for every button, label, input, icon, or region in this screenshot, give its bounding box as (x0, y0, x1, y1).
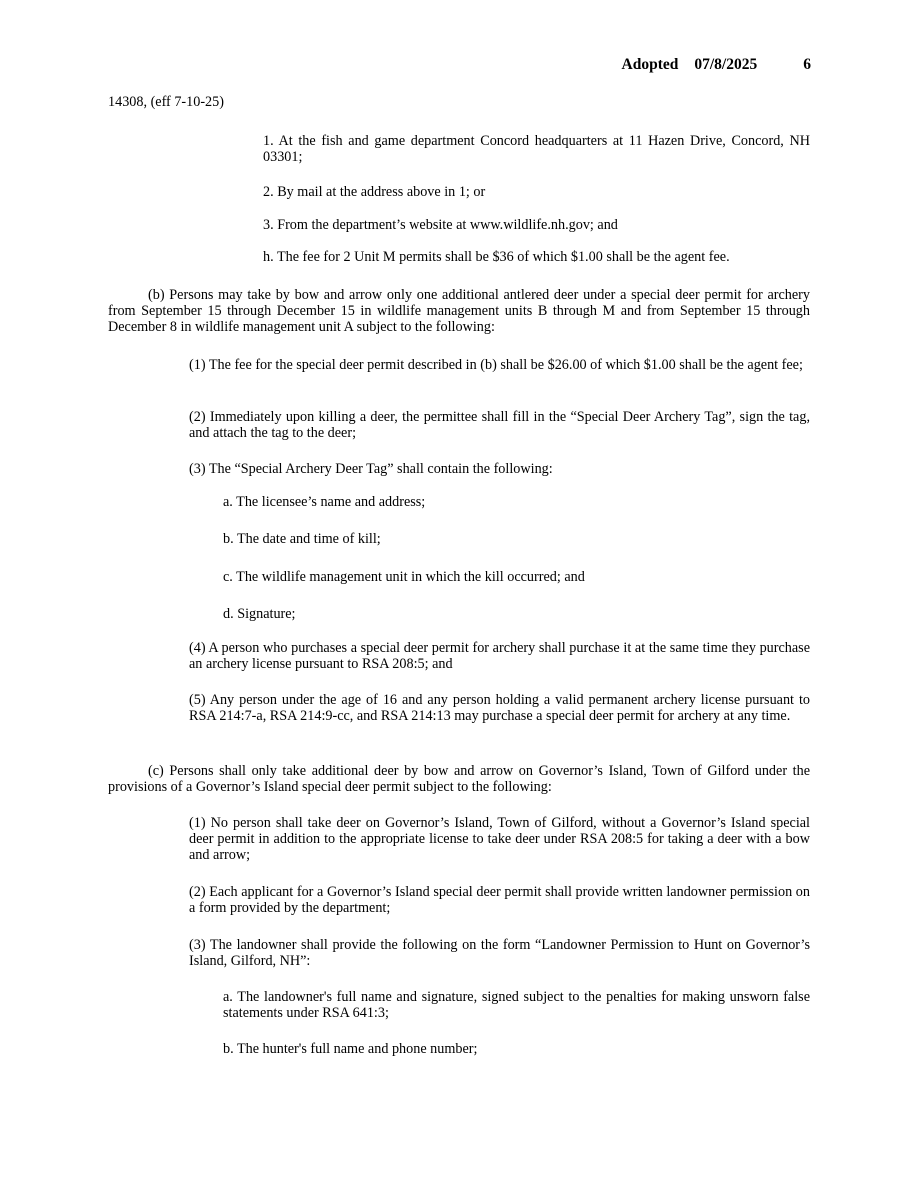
list-item: a. The landowner's full name and signature, signed subject to the penalties for making unsworn false statements under RSA 641:3; (223, 989, 810, 1021)
list-item: h. The fee for 2 Unit M permits shall be $36 of which $1.00 shall be the agent fee. (263, 249, 730, 265)
list-item: (2) Each applicant for a Governor’s Island special deer permit shall provide written landowner permission on a form provided by the department; (189, 884, 810, 916)
list-item: (5) Any person under the age of 16 and any person holding a valid permanent archery license pursuant to RSA 214:7-a, RSA 214:9-cc, and RSA 214:13 may purchase a special deer permit for archery at any time. (189, 692, 810, 724)
paragraph-b: (b) Persons may take by bow and arrow only one additional antlered deer under a special deer permit for archery from September 15 through December 15 in wildlife management units B through M and from September 15 through December 8 in wildlife management unit A subject to the following: (108, 287, 810, 335)
list-item: (3) The landowner shall provide the following on the form “Landowner Permission to Hunt on Governor’s Island, Gilford, NH”: (189, 937, 811, 969)
list-item: (3) The “Special Archery Deer Tag” shall contain the following: (189, 461, 553, 477)
list-item: c. The wildlife management unit in which the kill occurred; and (223, 569, 585, 585)
list-item: d. Signature; (223, 606, 296, 622)
adopted-label: Adopted (621, 56, 679, 73)
list-item: (1) No person shall take deer on Governor’s Island, Town of Gilford, without a Governor’s Island special deer permit in addition to the appropriate license to take deer under RSA 208:5 for taking a deer with a bow and arrow; (189, 815, 810, 863)
list-item: b. The hunter's full name and phone number; (223, 1041, 478, 1057)
list-item: (1) The fee for the special deer permit described in (b) shall be $26.00 of which $1.00 shall be the agent fee; (189, 357, 803, 373)
page-number: 6 (803, 56, 811, 73)
page-header (622, 57, 811, 73)
paragraph-c: (c) Persons shall only take additional deer by bow and arrow on Governor’s Island, Town of Gilford under the provisions of a Governor’s Island special deer permit subject to the following: (108, 763, 811, 795)
list-item: (4) A person who purchases a special deer permit for archery shall purchase it at the same time they purchase an archery license pursuant to RSA 208:5; and (189, 640, 810, 672)
history-note: 14308, (eff 7-10-25) (108, 94, 224, 110)
list-item: 2. By mail at the address above in 1; or (263, 184, 486, 200)
list-item: 1. At the fish and game department Concord headquarters at 11 Hazen Drive, Concord, NH 03301; (263, 133, 810, 165)
list-item: b. The date and time of kill; (223, 531, 381, 547)
list-item: (2) Immediately upon killing a deer, the permittee shall fill in the “Special Deer Archery Tag”, sign the tag, and attach the tag to the deer; (189, 409, 810, 441)
list-item: 3. From the department’s website at www.wildlife.nh.gov; and (263, 217, 618, 233)
list-item: a. The licensee’s name and address; (223, 494, 426, 510)
adopted-date: 07/8/2025 (694, 56, 758, 73)
